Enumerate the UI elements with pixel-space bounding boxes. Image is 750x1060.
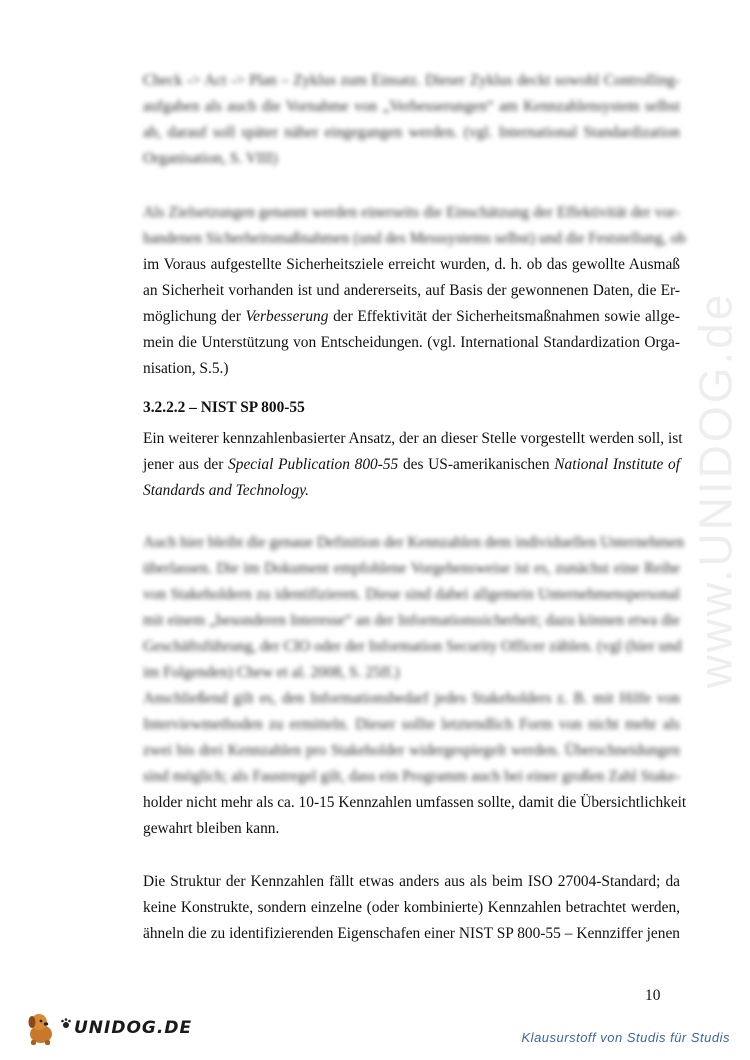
- text-line: Ein weiterer kennzahlenbasierter Ansatz, der an dieser Stelle vorgestellt werden soll, ist: [143, 430, 683, 447]
- text-line: Anschließend gilt es, den Informationsbedarf jedes Stakeholders z. B. mit Hilfe von: [143, 690, 680, 707]
- emphasis: Standards and Technology.: [143, 482, 310, 499]
- text-line: an Sicherheit vorhanden ist und andererseits, auf Basis der gewonnenen Daten, die Er-: [143, 282, 680, 299]
- text-line: möglichung der Verbesserung der Effektivität der Sicherheitsmaßnahmen sowie allge-: [143, 308, 680, 325]
- text-line: [143, 478, 680, 504]
- emphasis: Verbesserung: [245, 308, 329, 325]
- paw-icon: [60, 1017, 72, 1029]
- text-line: nisation, S.5.): [143, 360, 229, 377]
- dog-icon: [24, 1010, 58, 1046]
- text-line: sind möglich; als Faustregel gilt, dass ein Programm auch bei einer großen Zahl Stake-: [143, 768, 680, 785]
- text-line: Check -> Act -> Plan – Zyklus zum Einsatz. Dieser Zyklus deckt sowohl Controlling-: [143, 72, 680, 89]
- logo-text: UNIDOG.DE: [74, 1018, 193, 1038]
- emphasis: National Institute of: [554, 456, 680, 473]
- text-line: Auch hier bleibt die genaue Definition der Kennzahlen dem individuellen Unternehmen: [143, 534, 685, 551]
- text-line: aufgaben als auch die Vornahme von „Verbesserungen“ am Kennzahlensystem selbst: [143, 98, 680, 115]
- blurred-paragraph-4: [143, 686, 680, 790]
- text-line: keine Konstrukte, sondern einzelne (oder kombinierte) Kennzahlen betrachtet werden,: [143, 899, 680, 916]
- text-line: im Voraus aufgestellte Sicherheitsziele erreicht wurden, d. h. ob das gewollte Ausmaß: [143, 256, 680, 273]
- nist-paragraph: [143, 426, 683, 504]
- text-line: zwei bis drei Kennzahlen pro Stakeholder widergespiegelt werden. Überschneidungen: [143, 742, 680, 759]
- text-line: jener aus der Special Publication 800-55 des US-amerikanischen National Institute of: [143, 456, 680, 473]
- unidog-logo[interactable]: [24, 1010, 192, 1046]
- text-line: Als Zielsetzungen genannt werden einerseits die Einschätzung der Effektivität der vor-: [143, 204, 680, 221]
- text-line: mein die Unterstützung von Entscheidungen. (vgl. International Standardization Orga-: [143, 334, 680, 351]
- emphasis: Special Publication 800-55: [228, 456, 399, 473]
- text-line: von Stakeholdern zu identifizieren. Diese sind dabei allgemein Unternehmenspersonal: [143, 586, 680, 603]
- overview-paragraph: [143, 790, 687, 842]
- text-line: holder nicht mehr als ca. 10-15 Kennzahlen umfassen sollte, damit die Übersichtlichkeit: [143, 794, 687, 811]
- text-line: Organisation, S. VIII): [143, 150, 278, 167]
- text-line: ab, darauf soll später näher eingegangen werden. (vgl. International Standardization: [143, 124, 680, 141]
- section-heading: 3.2.2.2 – NIST SP 800-55: [143, 399, 305, 416]
- blurred-paragraph-2: [143, 200, 686, 252]
- goals-paragraph: [143, 252, 680, 382]
- page-number: 10: [645, 987, 661, 1004]
- text-line: gewahrt bleiben kann.: [143, 820, 280, 837]
- blurred-paragraph-1: [143, 68, 680, 172]
- text-line: überlassen. Die im Dokument empfohlene Vorgehensweise ist es, zunächst eine Reihe: [143, 560, 680, 577]
- text-line: ähneln die zu identifizierenden Eigenschafen einer NIST SP 800-55 – Kennziffer jenen: [143, 925, 680, 942]
- watermark: [689, 240, 742, 740]
- text-line: mit einem „besonderen Interesse“ an der Informationssicherheit; dazu können etwa die: [143, 612, 680, 629]
- text-line: im Folgenden) Chew et al. 2008, S. 25ff.): [143, 664, 400, 681]
- text-line: Geschäftsführung, der CIO oder der Information Security Officer zählen. (vgl (hier und: [143, 638, 682, 655]
- structure-paragraph: [143, 869, 680, 947]
- footer-slogan: Klausurstoff von Studis für Studis: [521, 1030, 730, 1045]
- blurred-paragraph-3: [143, 530, 685, 686]
- text-line: Die Struktur der Kennzahlen fällt etwas anders aus als beim ISO 27004-Standard; da: [143, 873, 680, 890]
- text-line: Interviewmethoden zu ermitteln. Dieser sollte letztendlich Form von nicht mehr als: [143, 716, 680, 733]
- watermark-text: www.UNIDOG.de: [689, 291, 742, 689]
- text-line: handenen Sicherheitsmaßnahmen (und des Messsystems selbst) und die Feststellung, ob: [143, 230, 686, 247]
